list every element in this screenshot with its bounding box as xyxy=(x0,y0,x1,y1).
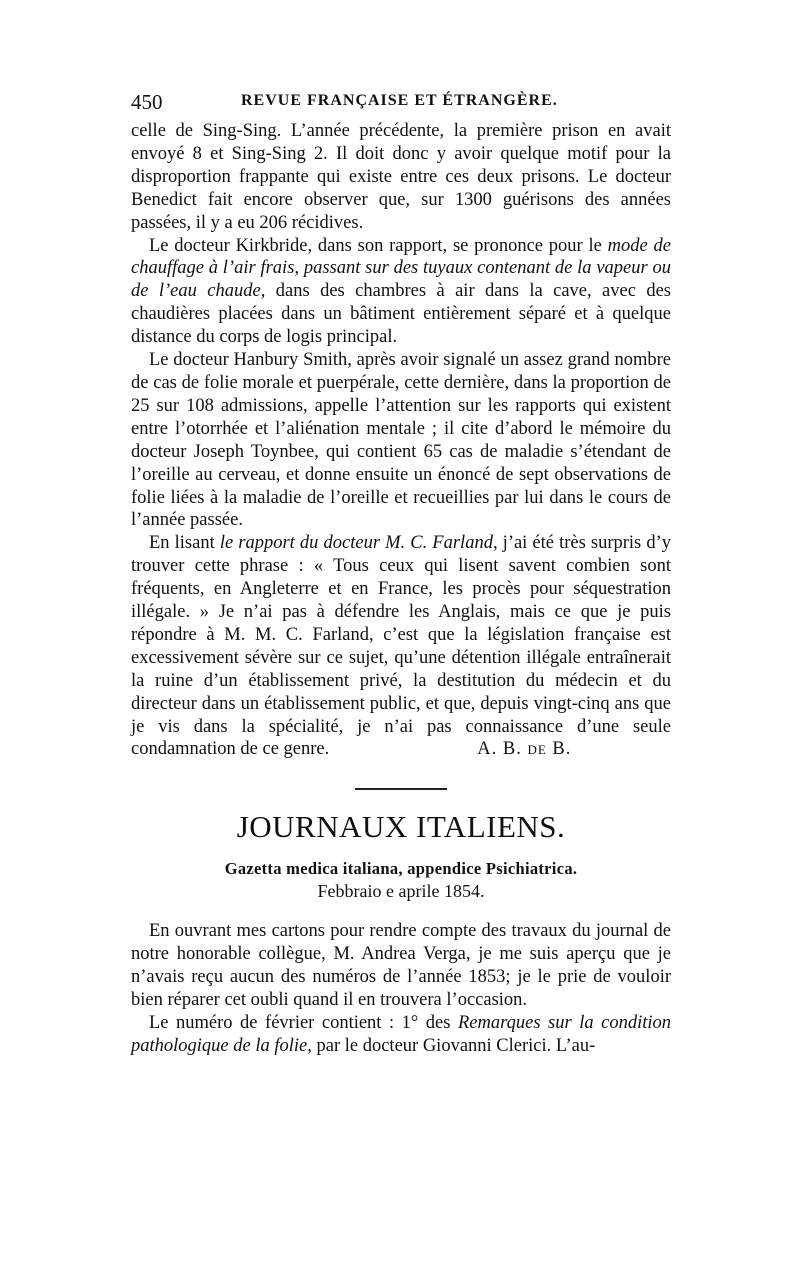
section-body xyxy=(131,920,671,1057)
paragraph-text: En lisant xyxy=(149,533,220,554)
paragraph-text: j’ai été très surpris d’y trouver cette phrase : « Tous ceux qui lisent savent combien sont fréquents, en Angleterre et en France, les procès pour séquestration illégale. » Je n’ai pas à défendre les Anglais, mais ce que je puis répondre à M. M. C. Farland, c’est que la législation française est excessivement sévère sur ce sujet, qu’une détention illégale entraînerait la ruine d’un établissement privé, la destitution du médecin et du directeur dans un établissement public, et que, depuis vingt-cinq ans que je vis dans la spécialité, je n’ai pas connaissance d’une seule condamnation de ce genre. xyxy=(131,533,671,760)
section-heading: JOURNAUX ITALIENS. xyxy=(236,809,566,845)
paragraph-verga xyxy=(131,920,671,1012)
paragraph-text: par le docteur Giovanni Clerici. L’au- xyxy=(311,1035,596,1056)
signature-spacer xyxy=(329,739,477,759)
section-divider xyxy=(355,788,447,790)
paragraph-text: Le docteur Kirkbride, dans son rapport, se prononce pour le xyxy=(149,235,608,256)
italic-phrase: Remarques sur la condition pathologique de la folie, xyxy=(131,1013,671,1056)
paragraph-text: Le docteur Hanbury Smith, après avoir signalé un assez grand nombre de cas de folie morale et puerpérale, cette dernière, dans la proportion de 25 sur 108 admissions, appelle l’attention sur les rapports qui existent entre l’otorrhée et l’aliénation mentale ; il cite d’abord le mémoire du docteur Joseph Toynbee, qui contient 65 cas de maladie s’étendant de l’oreille au cerveau, et donne ensuite un énoncé de sept observations de folie liées à la maladie de l’oreille et recueillies par lui dans le cours de l’année passée. xyxy=(131,350,671,531)
article-body xyxy=(131,120,671,761)
paragraph-text: En ouvrant mes cartons pour rendre compte des travaux du journal de notre honorable collègue, M. Andrea Verga, je me suis aperçu que je n’avais reçu aucun des numéros de l’année 1853; je le prie de vouloir bien réparer cet oubli quand il en trouvera l’occasion. xyxy=(131,921,671,1011)
paragraph-kirkbride xyxy=(131,235,671,350)
italic-phrase: le rapport du docteur M. C. Farland, xyxy=(219,533,498,554)
paragraph-hanbury-smith xyxy=(131,349,671,532)
journal-date: Febbraio e aprile 1854. xyxy=(317,881,485,902)
book-page xyxy=(131,90,671,1058)
italic-phrase: mode de chauffage à l’air frais, passant sur des tuyaux contenant de la vapeur ou de l’eau chaude, xyxy=(131,235,671,302)
paragraph-text: dans des chambres à air dans la cave, avec des chaudières placées dans un bâtiment entièrement séparé et à quelque distance du corps de logis principal. xyxy=(131,281,671,348)
paragraph-february xyxy=(131,1012,671,1058)
paragraph-text: Le numéro de février contient : 1° des xyxy=(149,1013,458,1033)
running-head xyxy=(131,90,671,120)
author-signature: A. B. de B. xyxy=(477,739,572,760)
paragraph-farland xyxy=(131,532,671,761)
page-number: 450 xyxy=(131,90,163,114)
running-title: REVUE FRANÇAISE ET ÉTRANGÈRE. xyxy=(241,92,558,109)
paragraph-continuation xyxy=(131,120,671,235)
paragraph-text: celle de Sing-Sing. L’année précédente, la première prison en avait envoyé 8 et Sing-Sing 2. Il doit donc y avoir quelque motif pour la disproportion frappante qui existe entre ces deux prisons. Le docteur Benedict fait encore observer que, sur 1300 guérisons des années passées, il y a eu 206 récidives. xyxy=(131,121,671,233)
journal-title: Gazetta medica italiana, appendice Psichiatrica. xyxy=(224,859,578,879)
